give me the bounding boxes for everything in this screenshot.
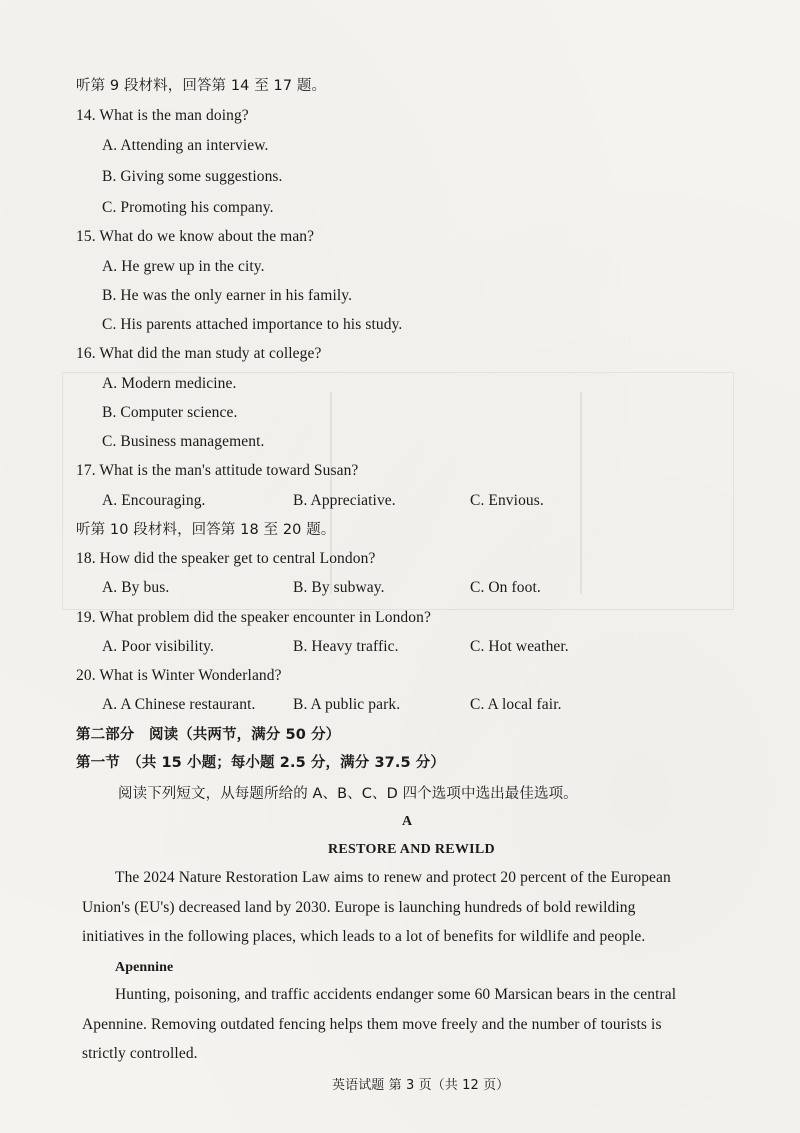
question-16-option-c: C. Business management. xyxy=(102,433,265,450)
question-20-stem: 20. What is Winter Wonderland? xyxy=(76,667,282,684)
section-intro-10: 听第 10 段材料，回答第 18 至 20 题。 xyxy=(76,522,336,538)
question-14-option-c: C. Promoting his company. xyxy=(102,199,274,216)
question-20-option-c: C. A local fair. xyxy=(470,696,562,713)
passage-body-line-3: strictly controlled. xyxy=(82,1045,198,1062)
passage-intro-line-2: Union's (EU's) decreased land by 2030. Europe is launching hundreds of bold rewilding xyxy=(82,899,636,916)
question-17-stem: 17. What is the man's attitude toward Susan? xyxy=(76,462,359,479)
passage-body-line-1: Hunting, poisoning, and traffic accidents endanger some 60 Marsican bears in the central xyxy=(115,986,677,1003)
question-15-option-c: C. His parents attached importance to his study. xyxy=(102,316,403,333)
question-17-option-a: A. Encouraging. xyxy=(102,492,206,509)
question-14-option-b: B. Giving some suggestions. xyxy=(102,168,283,185)
question-19-option-c: C. Hot weather. xyxy=(470,638,569,655)
question-17-option-c: C. Envious. xyxy=(470,492,544,509)
question-15-option-b: B. He was the only earner in his family. xyxy=(102,287,353,304)
question-16-option-b: B. Computer science. xyxy=(102,404,238,421)
reading-instruction: 阅读下列短文，从每题所给的 A、B、C、D 四个选项中选出最佳选项。 xyxy=(118,786,578,802)
question-19-option-a: A. Poor visibility. xyxy=(102,638,214,655)
question-19-stem: 19. What problem did the speaker encounter in London? xyxy=(76,609,431,626)
question-15-stem: 15. What do we know about the man? xyxy=(76,228,315,245)
bleed-through-table-divider xyxy=(580,392,582,594)
question-20-option-a: A. A Chinese restaurant. xyxy=(102,696,256,713)
section-intro-9: 听第 9 段材料，回答第 14 至 17 题。 xyxy=(76,78,327,94)
passage-intro-line-1: The 2024 Nature Restoration Law aims to renew and protect 20 percent of the European xyxy=(115,869,671,886)
question-14-option-a: A. Attending an interview. xyxy=(102,137,269,154)
question-18-stem: 18. How did the speaker get to central London? xyxy=(76,550,376,567)
question-19-option-b: B. Heavy traffic. xyxy=(293,638,399,655)
question-15-option-a: A. He grew up in the city. xyxy=(102,258,265,275)
question-20-option-b: B. A public park. xyxy=(293,696,401,713)
passage-sub-heading: Apennine xyxy=(115,960,174,975)
question-14-stem: 14. What is the man doing? xyxy=(76,107,249,124)
question-16-option-a: A. Modern medicine. xyxy=(102,375,237,392)
question-16-stem: 16. What did the man study at college? xyxy=(76,345,322,362)
question-18-option-b: B. By subway. xyxy=(293,579,385,596)
passage-body-line-2: Apennine. Removing outdated fencing helps them move freely and the number of tourists is xyxy=(82,1016,662,1033)
part2-heading: 第二部分 阅读（共两节，满分 50 分） xyxy=(76,727,341,743)
question-17-option-b: B. Appreciative. xyxy=(293,492,396,509)
passage-letter: A xyxy=(402,814,413,829)
page-footer: 英语试题 第 3 页（共 12 页） xyxy=(332,1078,510,1093)
section1-heading: 第一节 （共 15 小题；每小题 2.5 分，满分 37.5 分） xyxy=(76,755,445,771)
passage-title: RESTORE AND REWILD xyxy=(328,842,495,857)
question-18-option-c: C. On foot. xyxy=(470,579,541,596)
question-18-option-a: A. By bus. xyxy=(102,579,170,596)
passage-intro-line-3: initiatives in the following places, which leads to a lot of benefits for wildlife and people. xyxy=(82,928,646,945)
